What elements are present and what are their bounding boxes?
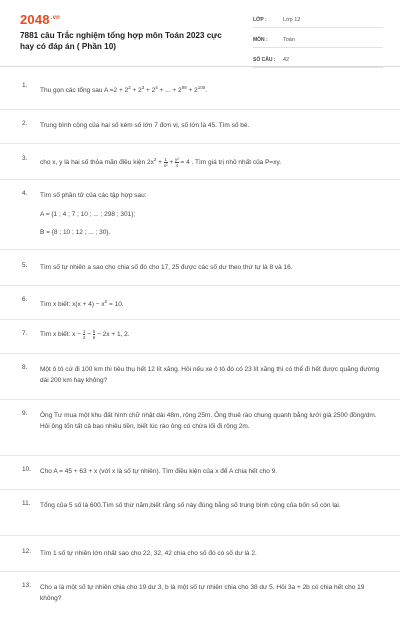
- question-text-set-b: B = {8 ; 10 ; 12 ; ... ; 30}.: [40, 229, 111, 236]
- site-logo[interactable]: $2048^{.vn}$: [20, 12, 61, 27]
- question-text: Tìm số tự nhiên a sao cho chia số đó cho 17, 25 được các số dư theo thứ tự là 8 và 16.: [40, 264, 293, 271]
- question-5: [0, 250, 400, 286]
- question-9: [0, 400, 400, 456]
- question-text: Thu gọn các tổng sau $A =2 + 2^2 + 2^3 + 2^4$ + ... + $2^{99} + 2^{100}$.: [40, 85, 208, 95]
- question-number: 4.: [22, 190, 28, 197]
- fraction: $\frac{1}{2}$: [82, 329, 86, 340]
- question-12: [0, 536, 400, 572]
- page-header: [0, 0, 400, 67]
- question-7: [0, 320, 400, 354]
- question-number: 6.: [22, 296, 28, 303]
- document-meta: [253, 14, 383, 74]
- question-text: Tìm x biết: $x(x + 4) - x^2 = 10$.: [40, 299, 124, 309]
- meta-class: [253, 14, 383, 28]
- meta-class-label: LỚP :: [253, 16, 267, 23]
- question-number: 3.: [22, 155, 28, 162]
- question-number: 8.: [22, 364, 28, 371]
- document-title: 7881 câu Trắc nghiệm tổng hợp môn Toán 2023 cực hay có đáp án ( Phần 10): [20, 31, 222, 51]
- question-8: [0, 354, 400, 400]
- question-number: 5.: [22, 262, 28, 269]
- meta-class-value: Lớp 12: [283, 16, 301, 23]
- question-number: 12.: [22, 548, 32, 555]
- question-number: 11.: [22, 500, 31, 507]
- question-list: [0, 66, 400, 622]
- question-2: [0, 110, 400, 144]
- question-text: cho x, y là hai số thỏa mãn điều kiện $2x^2$ + $\frac{1}{\text{x²}}$ + $\frac{\text{y²}}{4}$ = 4 . Tìm giá trị nhỏ nhất của P=xy.: [40, 156, 282, 168]
- question-text-set-a: A = {1 ; 4 ; 7 ; 10 ; ... ; 298 ; 301};: [40, 211, 136, 218]
- fraction: $\frac{5}{6}$: [92, 329, 96, 340]
- question-number: 13.: [22, 582, 32, 589]
- question-text: Cho a là một số tự nhiên chia cho 19 dư 3, b là một số tự nhiên chia cho 38 dư 5. Hỏi 3a + 2b có chia hết cho 19 không?: [40, 584, 365, 602]
- meta-subject-label: MÔN :: [253, 36, 268, 43]
- question-text: Một ô tô cứ đi 100 km thì tiêu thụ hết 12 lít xăng. Hỏi nếu xe ô tô đó có 23 lít xăng thì có thể đi hết được quãng đường dài 200 km hay không?: [40, 366, 380, 384]
- question-number: 1.: [22, 82, 28, 89]
- question-text: Tìm số phần tử của các tập hợp sau:: [40, 192, 147, 199]
- question-number: 9.: [22, 410, 28, 417]
- question-text: Cho A = 45 + 63 + x (với x là số tự nhiên). Tìm điều kiện của x để A chia hết cho 9.: [40, 468, 278, 475]
- question-text: Trung bình cộng của hai số kém số lớn 7 đơn vị, số lớn là 45. Tìm số bé.: [40, 122, 250, 129]
- question-10: [0, 456, 400, 490]
- meta-count-value: 42: [283, 56, 290, 63]
- question-6: [0, 286, 400, 320]
- question-3: [0, 144, 400, 180]
- question-13: [0, 572, 400, 622]
- meta-subject-value: Toán: [283, 36, 295, 43]
- question-text: Tổng của 5 số là 600.Tìm số thứ năm,biết rằng số này đúng bằng số trung bình cộng của bốn số còn lại.: [40, 502, 341, 509]
- question-number: 7.: [22, 330, 28, 337]
- question-text: Ông Tư mua một khu đất hình chữ nhật dài 48m, rộng 25m. Ông thuê rào chung quanh bằng lưới giá 2500 đồng/dm. Hỏi ông tốn tất cả bao nhiêu tiền, biết lúc rào ông có chừa lối đi rộng 2m.: [40, 412, 377, 430]
- question-number: 2.: [22, 120, 28, 127]
- question-text: Tìm 1 số tự nhiên lớn nhất sao cho 22, 32, 42 chia cho số đó có số dư là 2.: [40, 550, 257, 557]
- question-text: Tìm x biết: x − $\frac{1}{2}$ − $\frac{5}{6}$ − 2x + 1, 2.: [40, 329, 130, 340]
- question-number: 10.: [22, 466, 32, 473]
- meta-subject: [253, 34, 383, 48]
- fraction: $\frac{1}{\text{x²}}$: [163, 156, 168, 168]
- question-11: [0, 490, 400, 536]
- meta-count-label: SỐ CÂU :: [253, 56, 276, 63]
- question-4: [0, 180, 400, 250]
- question-1: [0, 66, 400, 110]
- fraction: $\frac{\text{y²}}{4}$: [174, 156, 179, 168]
